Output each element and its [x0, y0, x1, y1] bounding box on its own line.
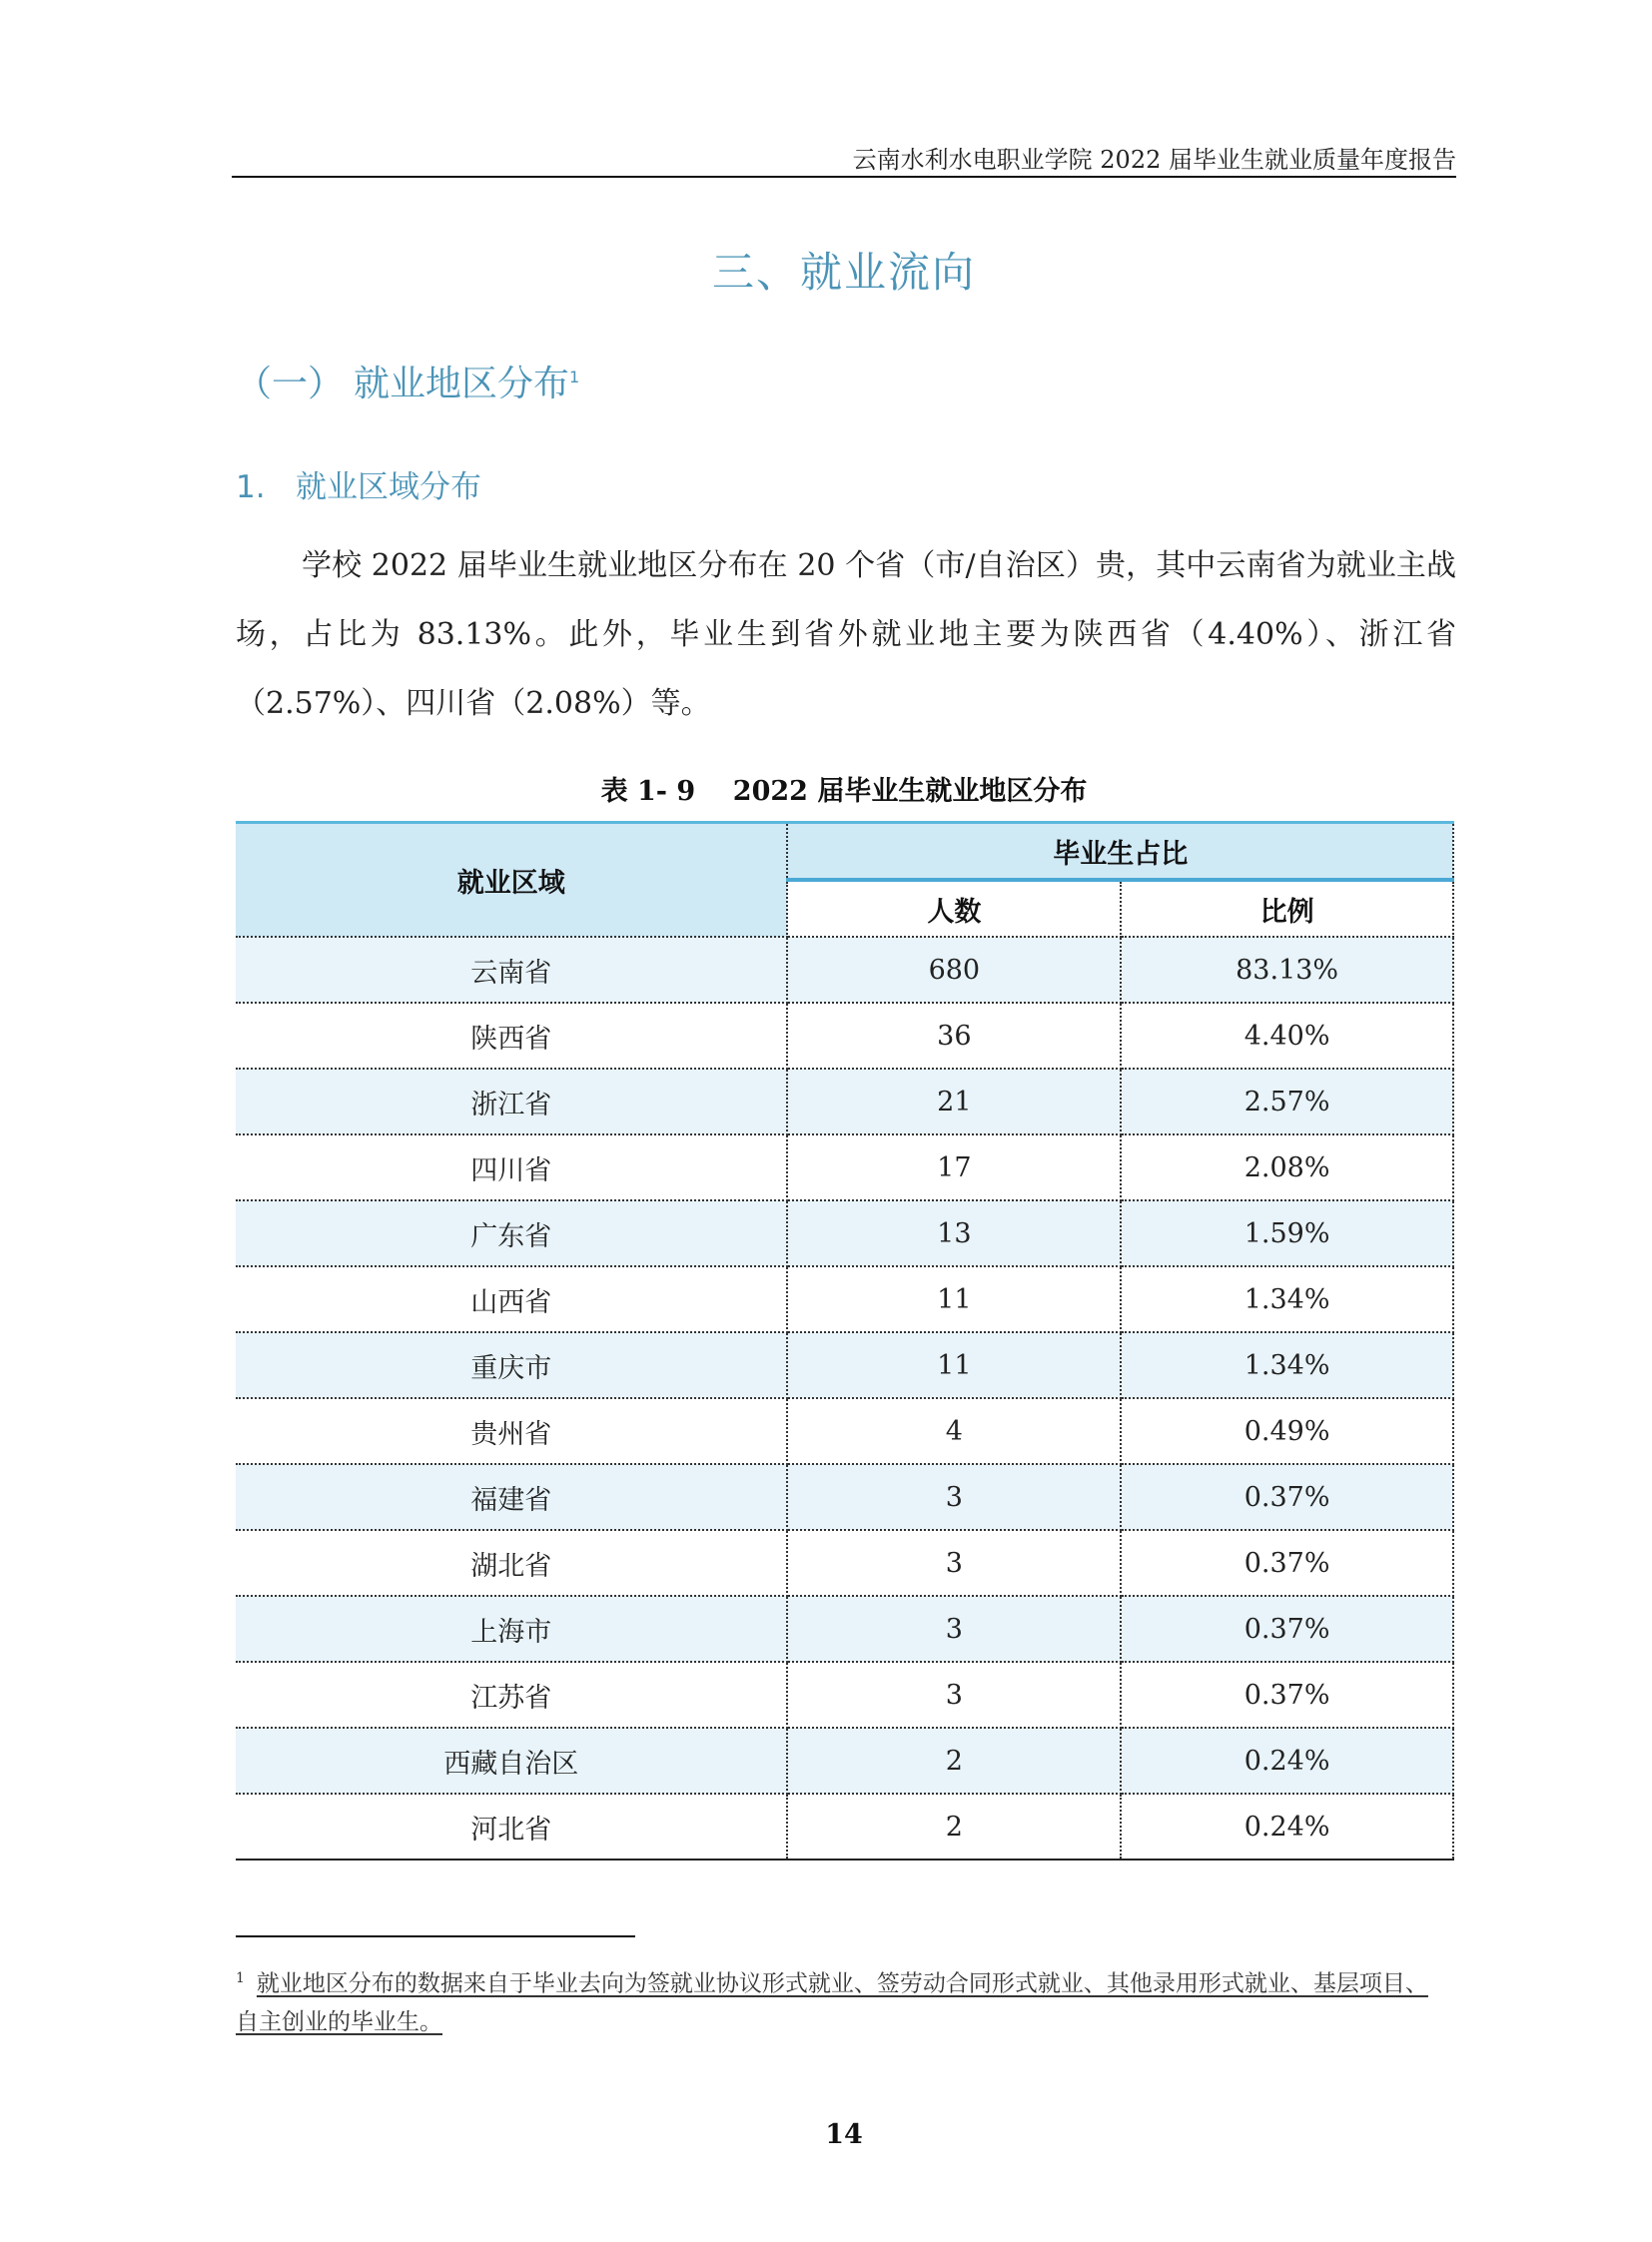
- count-cell: 2: [787, 1728, 1121, 1794]
- table-row: [236, 1003, 1453, 1069]
- region-cell: 河北省: [236, 1794, 787, 1860]
- count-cell: 2: [787, 1794, 1121, 1860]
- region-cell: 陕西省: [236, 1003, 787, 1069]
- footnote-rule: [236, 1935, 635, 1937]
- region-cell: 江苏省: [236, 1662, 787, 1728]
- table-row: [236, 1398, 1453, 1464]
- footnote-text: 就业地区分布的数据来自于毕业去向为签就业协议形式就业、签劳动合同形式就业、其他录用形式就业、基层项目、自主创业的毕业生。: [236, 1970, 1428, 2035]
- count-cell: 3: [787, 1464, 1121, 1530]
- table-row: [236, 1464, 1453, 1530]
- ratio-cell: 0.37%: [1121, 1662, 1453, 1728]
- header-graduate-share: 毕业生占比: [787, 823, 1453, 881]
- subsection-title: [236, 461, 481, 506]
- count-cell: 3: [787, 1662, 1121, 1728]
- region-cell: 云南省: [236, 937, 787, 1003]
- ratio-cell: 4.40%: [1121, 1003, 1453, 1069]
- table-row: [236, 1266, 1453, 1332]
- subsection-heading: 就业区域分布: [296, 469, 481, 505]
- employment-region-table: [236, 821, 1454, 1861]
- section-number: （一）: [236, 364, 345, 404]
- header-rule: [232, 176, 1456, 178]
- footnote: [236, 1959, 1444, 2041]
- region-cell: 福建省: [236, 1464, 787, 1530]
- count-cell: 3: [787, 1596, 1121, 1662]
- ratio-cell: 0.37%: [1121, 1464, 1453, 1530]
- table-row: [236, 937, 1453, 1003]
- section-title: [236, 356, 579, 406]
- footnote-reference[interactable]: 1: [569, 368, 580, 386]
- ratio-cell: 1.34%: [1121, 1332, 1453, 1398]
- table-row: [236, 1530, 1453, 1596]
- table-row: [236, 1794, 1453, 1860]
- body-paragraph: 学校 2022 届毕业生就业地区分布在 20 个省（市/自治区）贵，其中云南省为就业主战场，占比为 83.13%。此外，毕业生到省外就业地主要为陕西省（4.40%）、浙江省（2.57%）、四川省（2.08%）等。: [236, 548, 1456, 721]
- footnote-mark: 1: [236, 1970, 245, 1986]
- table-caption: 表 1- 9 2022 届毕业生就业地区分布: [600, 776, 1088, 807]
- subsection-number: 1.: [236, 469, 266, 505]
- count-cell: 21: [787, 1069, 1121, 1134]
- count-cell: 13: [787, 1200, 1121, 1266]
- region-cell: 上海市: [236, 1596, 787, 1662]
- table-row: [236, 1332, 1453, 1398]
- region-cell: 贵州省: [236, 1398, 787, 1464]
- table-row: [236, 1069, 1453, 1134]
- header-ratio: 比例: [1121, 880, 1453, 937]
- table-body: [236, 937, 1453, 1860]
- count-cell: 3: [787, 1530, 1121, 1596]
- count-cell: 17: [787, 1134, 1121, 1200]
- ratio-cell: 2.57%: [1121, 1069, 1453, 1134]
- ratio-cell: 1.59%: [1121, 1200, 1453, 1266]
- region-cell: 西藏自治区: [236, 1728, 787, 1794]
- table-row: [236, 1134, 1453, 1200]
- count-cell: 11: [787, 1266, 1121, 1332]
- region-cell: 浙江省: [236, 1069, 787, 1134]
- ratio-cell: 0.37%: [1121, 1530, 1453, 1596]
- region-cell: 四川省: [236, 1134, 787, 1200]
- table-row: [236, 1596, 1453, 1662]
- region-cell: 湖北省: [236, 1530, 787, 1596]
- count-cell: 36: [787, 1003, 1121, 1069]
- ratio-cell: 0.24%: [1121, 1728, 1453, 1794]
- running-header: 云南水利水电职业学院 2022 届毕业生就业质量年度报告: [852, 146, 1456, 174]
- ratio-cell: 0.37%: [1121, 1596, 1453, 1662]
- ratio-cell: 1.34%: [1121, 1266, 1453, 1332]
- table-row: [236, 1662, 1453, 1728]
- section-heading: 就业地区分布: [354, 364, 570, 404]
- ratio-cell: 0.24%: [1121, 1794, 1453, 1860]
- ratio-cell: 83.13%: [1121, 937, 1453, 1003]
- page-number: 14: [825, 2119, 863, 2150]
- count-cell: 680: [787, 937, 1121, 1003]
- count-cell: 4: [787, 1398, 1121, 1464]
- header-region: 就业区域: [236, 823, 787, 938]
- region-cell: 广东省: [236, 1200, 787, 1266]
- table-row: [236, 1728, 1453, 1794]
- ratio-cell: 0.49%: [1121, 1398, 1453, 1464]
- count-cell: 11: [787, 1332, 1121, 1398]
- chapter-title: 三、就业流向: [711, 248, 976, 297]
- table-row: [236, 1200, 1453, 1266]
- header-count: 人数: [787, 880, 1121, 937]
- ratio-cell: 2.08%: [1121, 1134, 1453, 1200]
- region-cell: 重庆市: [236, 1332, 787, 1398]
- region-cell: 山西省: [236, 1266, 787, 1332]
